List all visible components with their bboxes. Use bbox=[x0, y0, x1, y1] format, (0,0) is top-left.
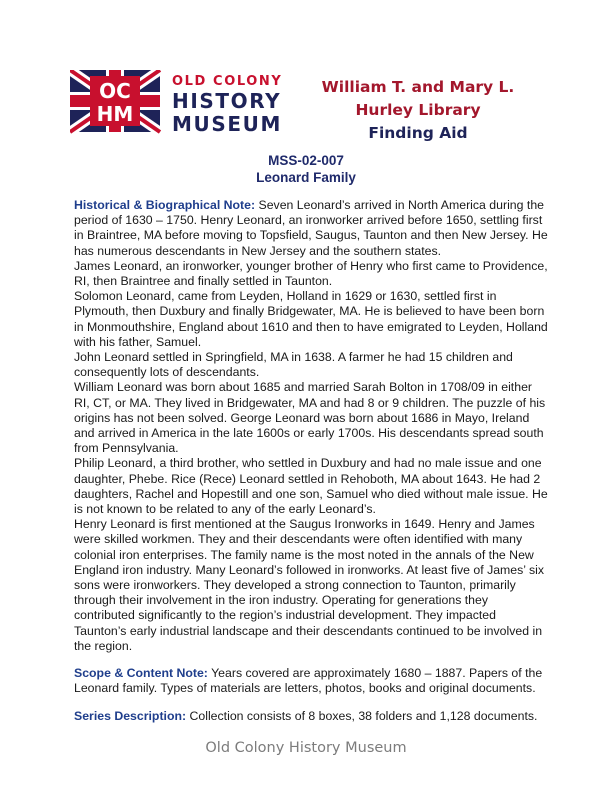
document-body bbox=[74, 198, 548, 724]
scope-note-text: Years covered are approximately 1680 – 1887. Papers of the Leonard family. Types of materials are letters, photos, books and original documents. bbox=[74, 666, 543, 696]
scope-note-label: Scope & Content Note: bbox=[74, 666, 208, 681]
historical-note-p6: Philip Leonard, a third brother, who settled in Duxbury and had no male issue and one daughter, Phebe. Rice (Rece) Leonard settled in Rehoboth, MA about 1643. He had 2 daughters, Rachel and Hopestill and one son, Samuel who died without male issue. He is not known to be related to any of the early Leonard’s. bbox=[74, 456, 548, 517]
page-footer: Old Colony History Museum bbox=[205, 740, 407, 756]
document-title: Leonard Family bbox=[256, 170, 356, 185]
monogram-bottom: HM bbox=[96, 102, 134, 126]
historical-note-p3: Solomon Leonard, came from Leyden, Holland in 1629 or 1630, settled first in Plymouth, then Duxbury and finally Bridgewater, MA. He is believed to have been born in Monmouthshire, England about 1610 and then to have emigrated to Leyden, Holland with his father, Samuel. bbox=[74, 289, 548, 349]
document-heading bbox=[0, 152, 612, 186]
library-header bbox=[308, 76, 528, 145]
monogram-top: OC bbox=[99, 79, 131, 103]
series-description bbox=[74, 709, 548, 724]
historical-note-p7: Henry Leonard is first mentioned at the Saugus Ironworks in 1649. Henry and James were skilled workmen. They and their descendants were often identified with many colonial iron enterprises. The family name is the most noted in the annals of the New England iron industry. Many Leonard’s followed in ironworks. At least five of James’ six sons were ironworkers. They developed a strong connection to Taunton, primarily through their involvement in the iron industry. Operating for generations they contributed significantly to the region’s industrial development. They impacted Taunton’s early industrial landscape and their descendants continued to be involved in the region. bbox=[74, 517, 545, 653]
logo-line-museum: MUSEUM bbox=[172, 112, 282, 134]
header-line-1: William T. and Mary L. bbox=[321, 78, 515, 96]
document-id: MSS-02-007 bbox=[268, 153, 344, 168]
logo-line-old-colony: OLD COLONY bbox=[172, 74, 283, 89]
historical-note-p2: James Leonard, an ironworker, younger brother of Henry who first came to Providence, RI, then Braintree and finally settled in Taunton. bbox=[74, 258, 548, 289]
scope-note bbox=[74, 666, 548, 696]
ochm-logo bbox=[70, 70, 290, 134]
section-gap bbox=[74, 697, 548, 709]
historical-note-p5: William Leonard was born about 1685 and married Sarah Bolton in 1708/09 in either RI, CT, or MA. They lived in Bridgewater, MA and had 8 or 9 children. The puzzle of his origins has not been solved. George Leonard was born about 1686 in Mayo, Ireland and arrived in America in the late 1600s or early 1700s. His descendants spread south from Pennsylvania. bbox=[74, 380, 546, 456]
header-line-3: Finding Aid bbox=[368, 124, 468, 142]
section-gap bbox=[74, 654, 548, 666]
historical-note-p4: John Leonard settled in Springfield, MA in 1638. A farmer he had 15 children and consequently lots of descendants. bbox=[74, 350, 513, 380]
historical-note-p1 bbox=[74, 198, 548, 259]
header-line-2: Hurley Library bbox=[355, 101, 481, 119]
series-description-text: Collection consists of 8 boxes, 38 folders and 1,128 documents. bbox=[189, 708, 538, 723]
series-description-label: Series Description: bbox=[74, 708, 187, 723]
historical-note-text: Seven Leonard’s arrived in North America during the period of 1630 – 1750. Henry Leonard, an ironworker arrived before 1650, settling first in Braintree, MA before moving to Topsfield, Saugus, Taunton and then New Jersey. He has numerous descendants in New Jersey and the southern states. bbox=[74, 198, 548, 258]
historical-note-label: Historical & Biographical Note: bbox=[74, 198, 256, 212]
logo-graphic bbox=[70, 70, 290, 134]
logo-line-history: HISTORY bbox=[172, 89, 282, 113]
